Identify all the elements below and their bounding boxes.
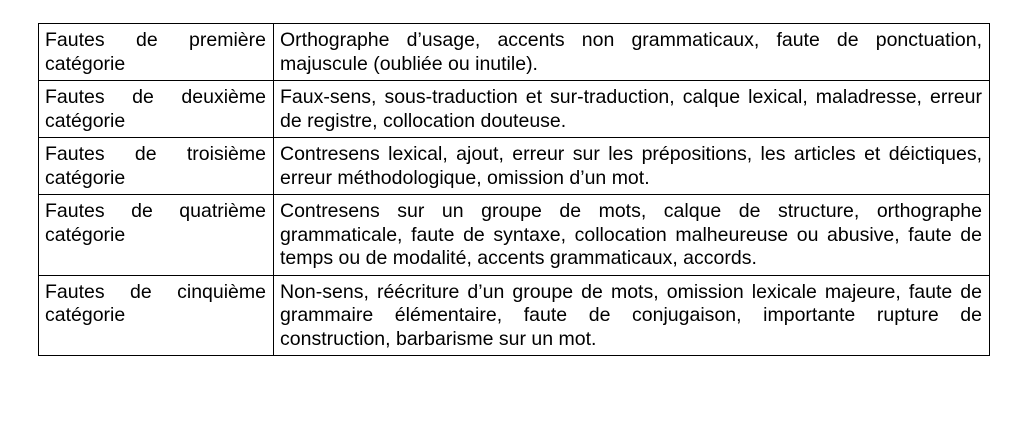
table-row (39, 195, 990, 276)
description-cell: Non-sens, réécriture d’un groupe de mots, omission lexicale majeure, faute de grammaire élémentaire, faute de conjugaison, importante rupture de construction, barbarisme sur un mot. (274, 275, 990, 356)
error-categories-table (38, 23, 990, 356)
category-cell: Fautes de cinquième catégorie (39, 275, 274, 356)
category-cell: Fautes de deuxième catégorie (39, 81, 274, 138)
description-cell: Faux-sens, sous-traduction et sur-traduction, calque lexical, maladresse, erreur de registre, collocation douteuse. (274, 81, 990, 138)
description-cell: Contresens sur un groupe de mots, calque de structure, orthographe grammaticale, faute de syntaxe, collocation malheureuse ou abusive, faute de temps ou de modalité, accents grammaticaux, accords. (274, 195, 990, 276)
description-cell: Orthographe d’usage, accents non grammaticaux, faute de ponctuation, majuscule (oubliée ou inutile). (274, 24, 990, 81)
category-cell: Fautes de première catégorie (39, 24, 274, 81)
table-row (39, 24, 990, 81)
description-cell: Contresens lexical, ajout, erreur sur les prépositions, les articles et déictiques, erreur méthodologique, omission d’un mot. (274, 138, 990, 195)
table-row (39, 138, 990, 195)
category-cell: Fautes de quatrième catégorie (39, 195, 274, 276)
category-cell: Fautes de troisième catégorie (39, 138, 274, 195)
table-row (39, 81, 990, 138)
table-row (39, 275, 990, 356)
